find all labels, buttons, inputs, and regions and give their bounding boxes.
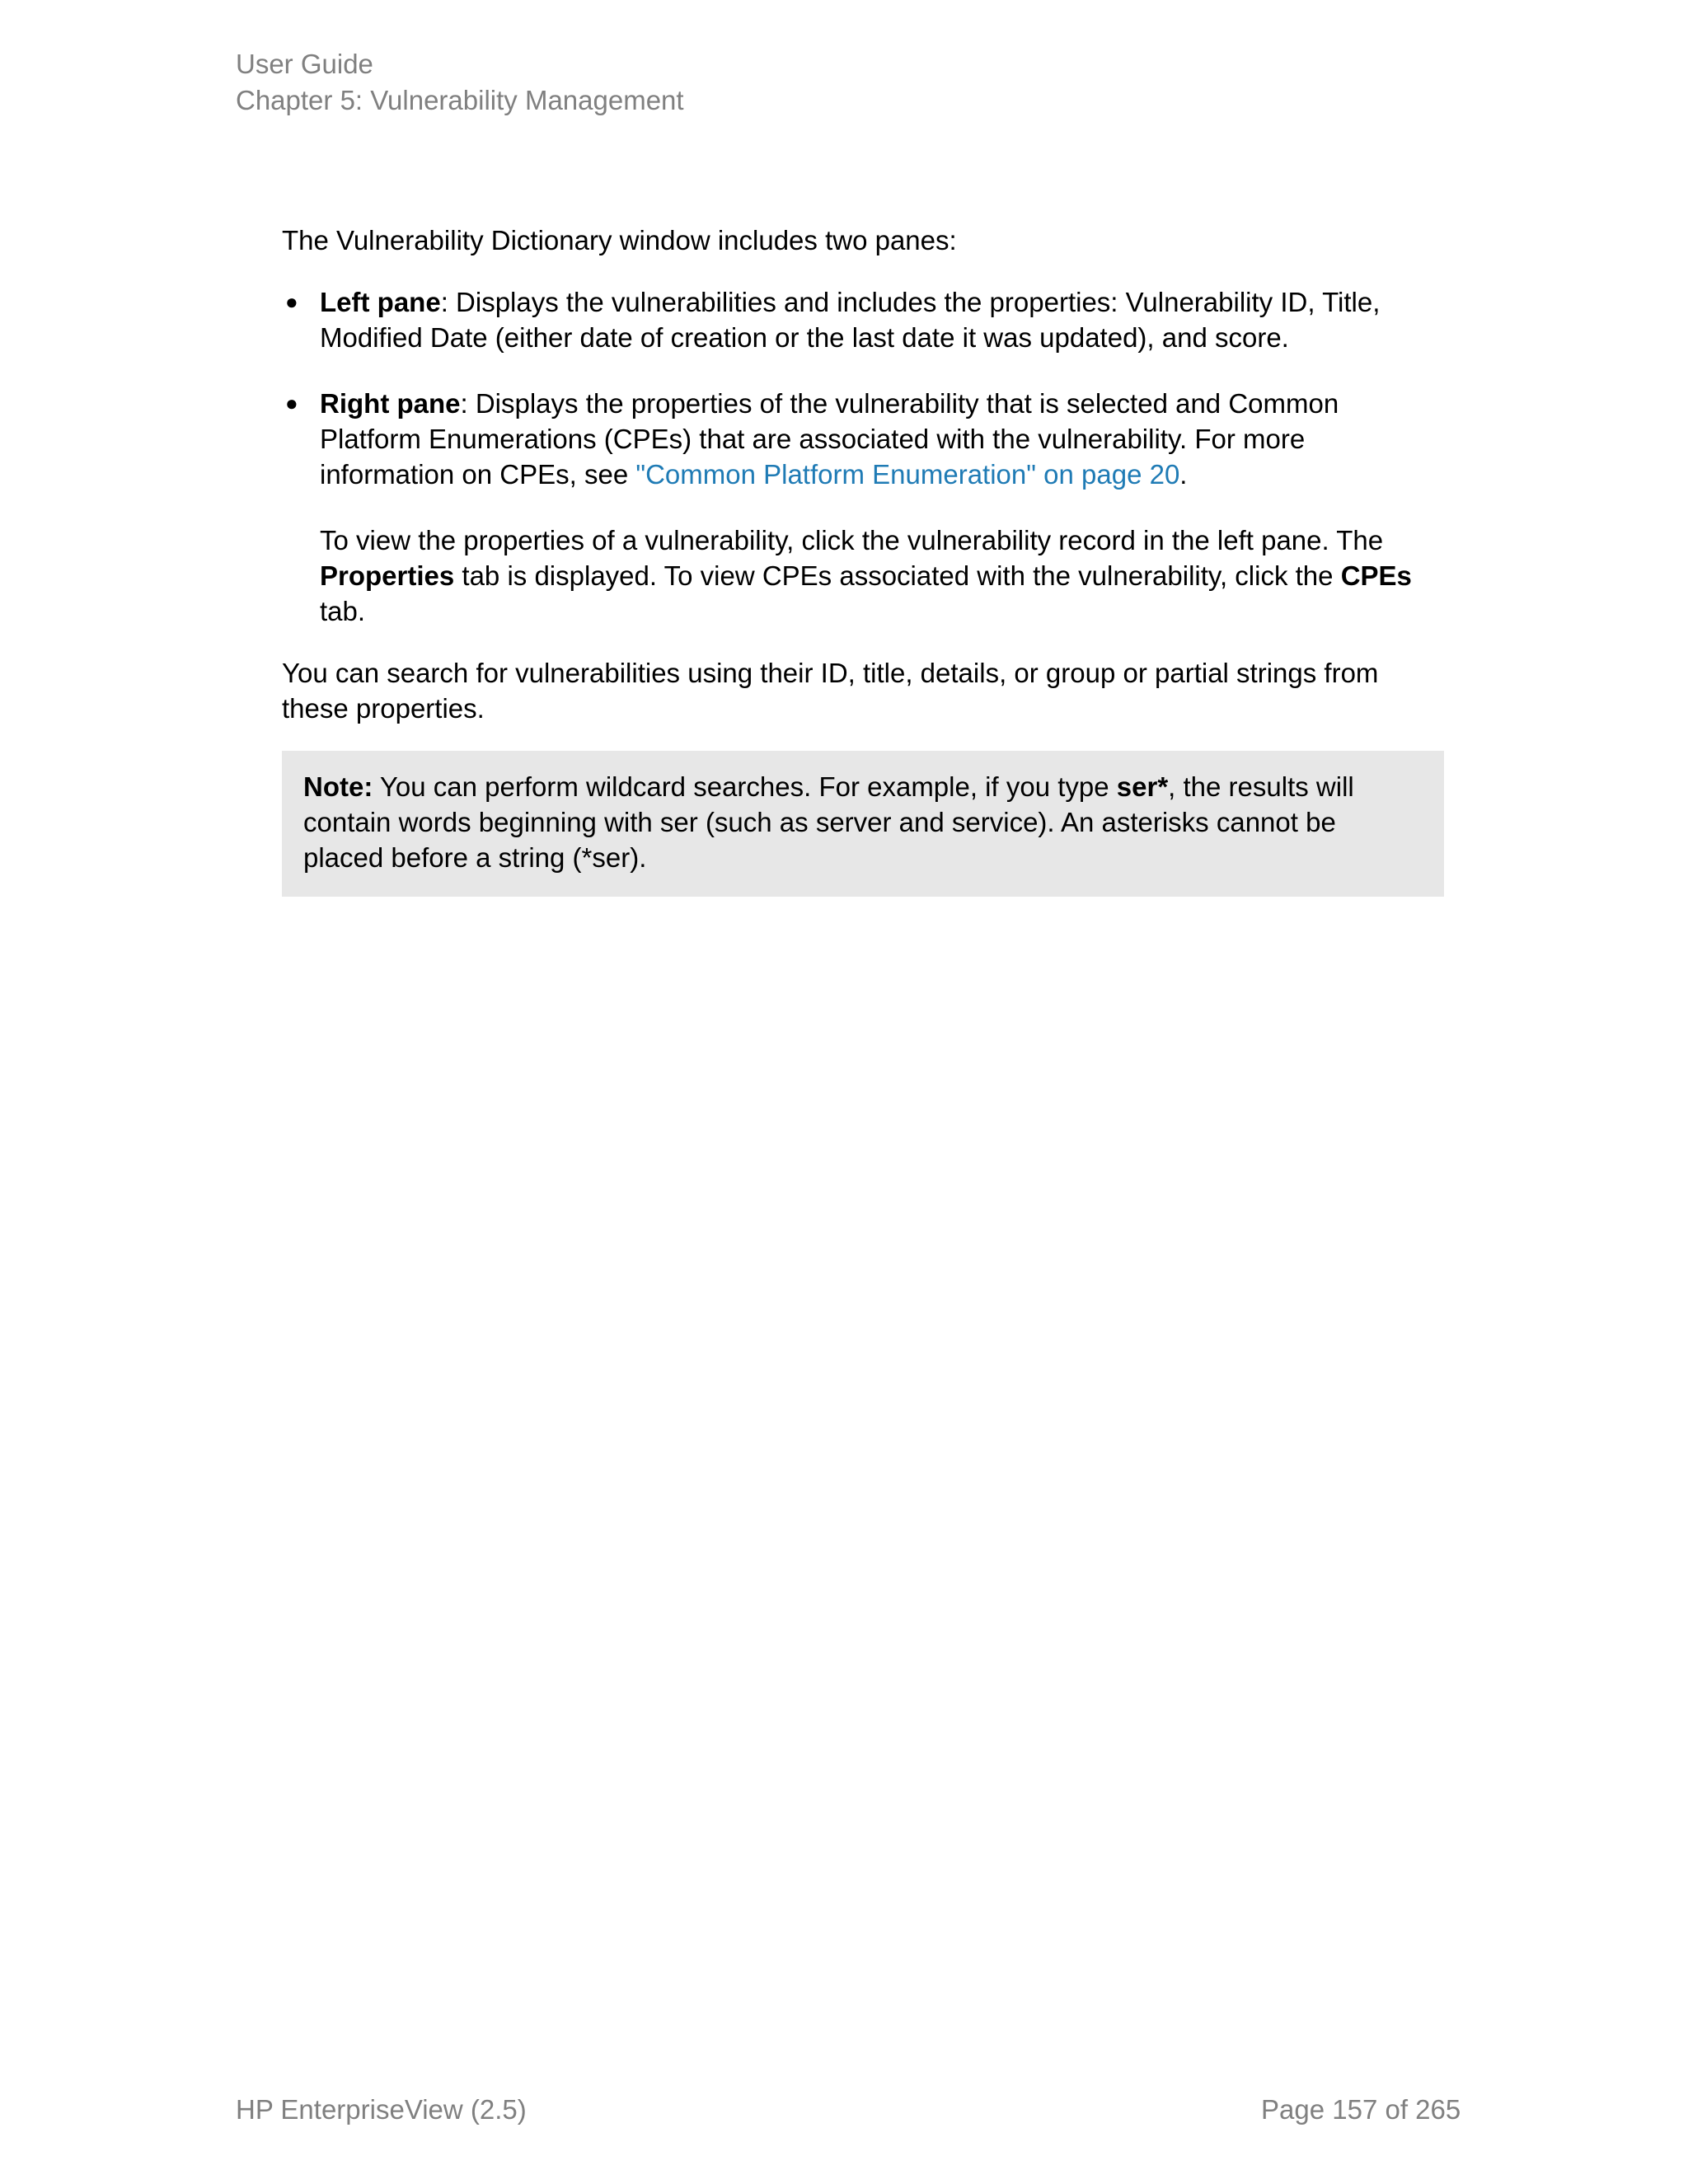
note-wildcard-example: ser*	[1116, 771, 1169, 802]
list-item-left-pane	[282, 284, 1444, 355]
view-properties-text-2: tab is displayed. To view CPEs associated with the vulnerability, click the	[454, 560, 1341, 591]
right-pane-period: .	[1179, 459, 1188, 490]
note-text-1: You can perform wildcard searches. For example, if you type	[373, 771, 1117, 802]
cpe-cross-reference-link[interactable]: "Common Platform Enumeration" on page 20	[635, 459, 1180, 490]
note-text-2: , the results will contain words beginning with ser (such as server and service). An asterisks cannot be placed before a string (*ser).	[303, 771, 1354, 873]
footer-product: HP EnterpriseView (2.5)	[236, 2094, 527, 2125]
list-item-right-pane	[282, 386, 1444, 629]
view-properties-text-1: To view the properties of a vulnerability, click the vulnerability record in the left pane. The	[320, 525, 1384, 555]
footer-page-number: Page 157 of 265	[1261, 2094, 1461, 2125]
search-paragraph: You can search for vulnerabilities using their ID, title, details, or group or partial strings from these properties.	[282, 658, 1379, 724]
bullet-icon: ●	[285, 289, 298, 314]
left-pane-description: : Displays the vulnerabilities and includes the properties: Vulnerability ID, Title, Modified Date (either date of creation or the last date it was updated), and score.	[320, 287, 1381, 353]
cpes-tab-term: CPEs	[1340, 560, 1412, 591]
panes-list	[282, 284, 1444, 629]
view-properties-text-3: tab.	[320, 596, 366, 626]
right-pane-term: Right pane	[320, 388, 461, 419]
bullet-icon: ●	[285, 391, 298, 415]
running-header	[236, 46, 684, 119]
note-label: Note:	[303, 771, 373, 802]
view-properties-paragraph	[320, 523, 1444, 629]
properties-tab-term: Properties	[320, 560, 455, 591]
header-chapter-title: Chapter 5: Vulnerability Management	[236, 85, 684, 115]
intro-paragraph: The Vulnerability Dictionary window includes two panes:	[282, 225, 957, 255]
right-pane-description: : Displays the properties of the vulnerability that is selected and Common Platform Enumerations (CPEs) that are associated with the vulnerability. For more information on CPEs, see	[320, 388, 1339, 490]
note-box	[282, 751, 1444, 897]
left-pane-term: Left pane	[320, 287, 441, 317]
page-content	[282, 223, 1444, 897]
header-guide-title: User Guide	[236, 49, 373, 79]
